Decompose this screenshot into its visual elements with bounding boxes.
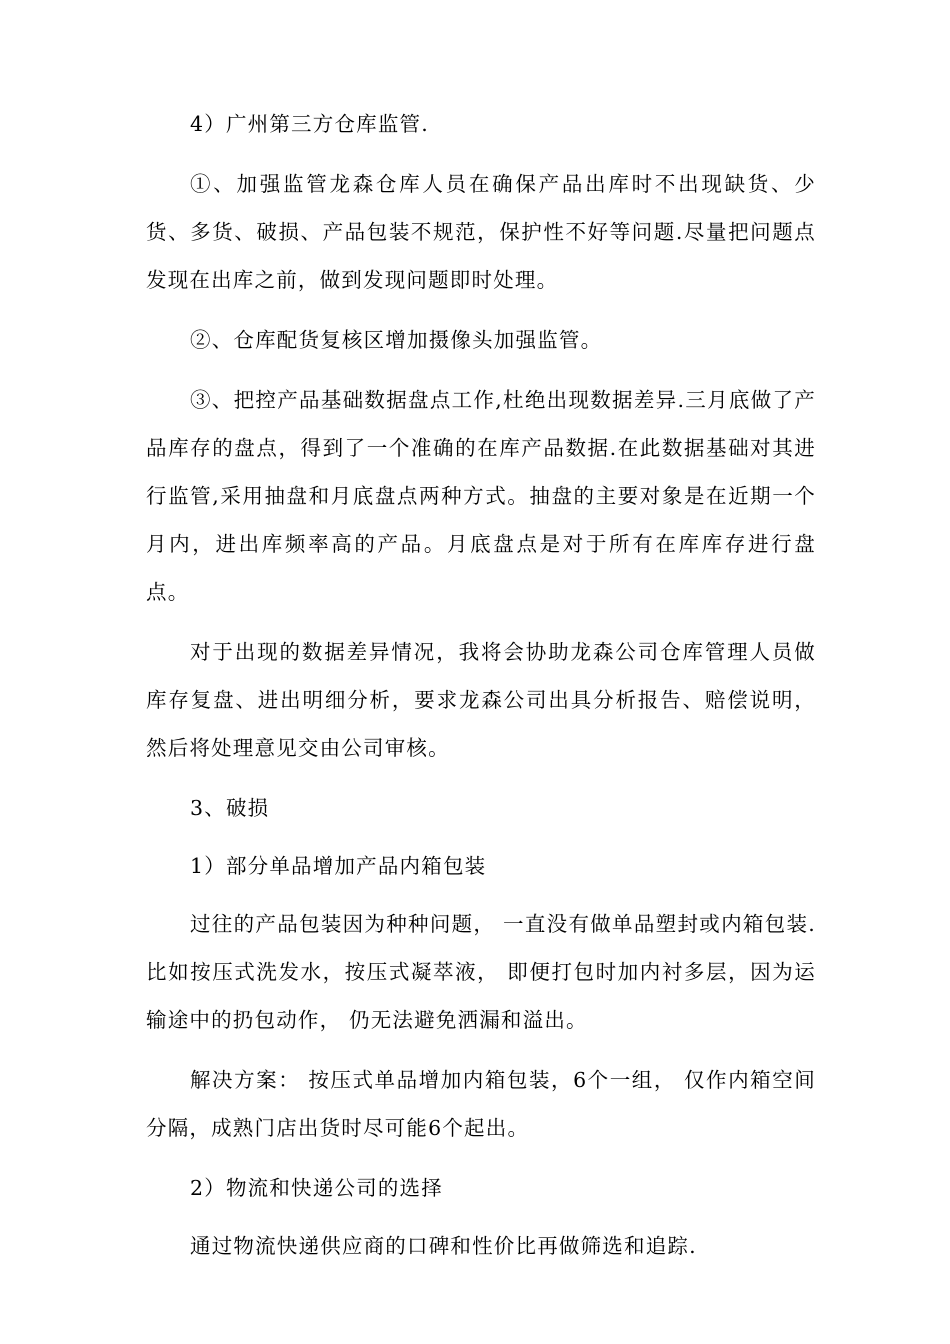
section-heading-warehouse: 4）广州第三方仓库监管. bbox=[190, 112, 429, 136]
paragraph-data-diff: 对于出现的数据差异情况，我将会协助龙森公司仓库管理人员做库存复盘、进出明细分析，要求龙森公司出具分析报告、赔偿说明，然后将处理意见交由公司审核。 bbox=[146, 640, 816, 760]
paragraph-item-1: ①、加强监管龙森仓库人员在确保产品出库时不出现缺货、少货、多货、破损、产品包装不规范，保护性不好等问题.尽量把问题点发现在出库之前，做到发现问题即时处理。 bbox=[146, 172, 816, 292]
section-heading-damage: 3、破损 bbox=[190, 796, 270, 820]
paragraph-logistics-selection: 通过物流快递供应商的口碑和性价比再做筛选和追踪. bbox=[190, 1234, 697, 1258]
subheading-logistics: 2）物流和快递公司的选择 bbox=[190, 1176, 443, 1200]
paragraph-packaging-history: 过往的产品包装因为种种问题， 一直没有做单品塑封或内箱包装. 比如按压式洗发水，按压式凝萃液， 即便打包时加内衬多层，因为运输途中的扔包动作， 仍无法避免洒漏和溢出。 bbox=[146, 912, 816, 1032]
paragraph-item-2: ②、仓库配货复核区增加摄像头加强监管。 bbox=[190, 328, 603, 352]
document-body bbox=[146, 100, 816, 1282]
subheading-inner-box: 1）部分单品增加产品内箱包装 bbox=[190, 854, 487, 878]
paragraph-item-3: ③、把控产品基础数据盘点工作,杜绝出现数据差异.三月底做了产品库存的盘点，得到了一个准确的在库产品数据.在此数据基础对其进行监管,采用抽盘和月底盘点两种方式。抽盘的主要对象是在近期一个月内，进出库频率高的产品。月底盘点是对于所有在库库存进行盘点。 bbox=[146, 388, 816, 604]
paragraph-solution: 解决方案： 按压式单品增加内箱包装，6个一组， 仅作内箱空间分隔，成熟门店出货时尽可能6个起出。 bbox=[146, 1068, 816, 1140]
